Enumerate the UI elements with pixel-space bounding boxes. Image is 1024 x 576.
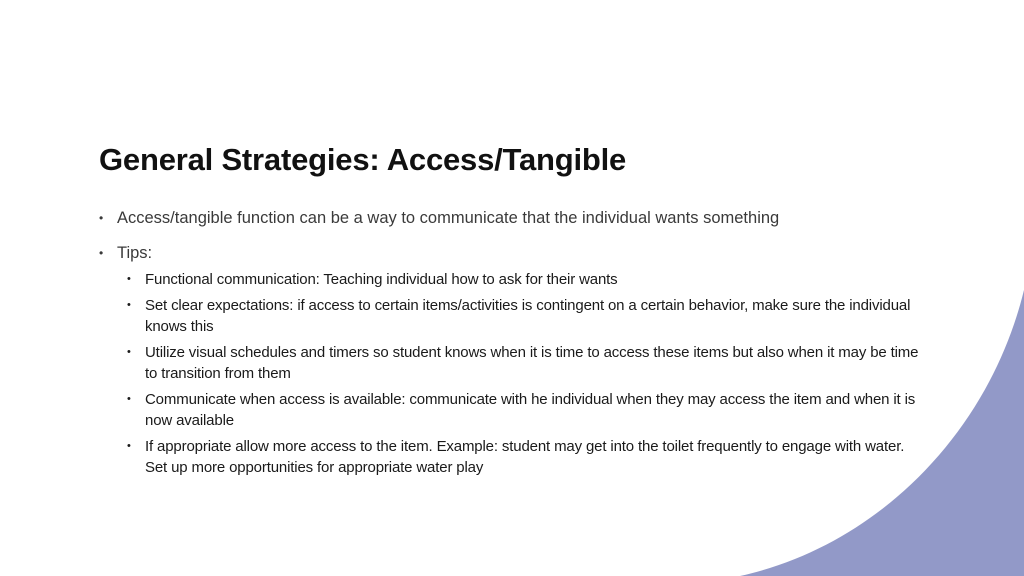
bullet-list	[99, 206, 929, 479]
sub-list-item	[127, 269, 929, 291]
bullet-icon: •	[127, 345, 131, 358]
sub-list-item	[127, 436, 929, 479]
slide-title: General Strategies: Access/Tangible	[99, 142, 627, 177]
sub-list-item	[127, 389, 929, 432]
bullet-icon: •	[127, 439, 131, 452]
sub-bullet-text: Communicate when access is available: communicate with he individual when they may access the item and when it is now available	[145, 390, 916, 429]
bullet-icon: •	[99, 246, 104, 260]
slide-content	[99, 206, 929, 490]
sub-bullet-text: Utilize visual schedules and timers so student knows when it is time to access these items but also when it may be time to transition from them	[145, 343, 919, 382]
sub-bullet-text: Functional communication: Teaching individual how to ask for their wants	[145, 271, 618, 288]
sub-bullet-text: Set clear expectations: if access to certain items/activities is contingent on a certain behavior, make sure the individual knows this	[145, 296, 911, 335]
sub-bullet-list	[117, 269, 929, 479]
sub-list-item	[127, 342, 929, 385]
bullet-icon: •	[127, 273, 131, 285]
sub-list-item	[127, 295, 929, 338]
list-item	[99, 206, 929, 230]
bullet-text: Access/tangible function can be a way to communicate that the individual wants something	[117, 209, 780, 227]
list-item	[99, 241, 929, 479]
bullet-icon: •	[99, 211, 104, 225]
bullet-icon: •	[127, 298, 131, 311]
bullet-text: Tips:	[117, 244, 153, 262]
bullet-icon: •	[127, 392, 131, 405]
sub-bullet-text: If appropriate allow more access to the item. Example: student may get into the toilet frequently to engage with water. Set up more opportunities for appropriate water play	[145, 437, 905, 476]
